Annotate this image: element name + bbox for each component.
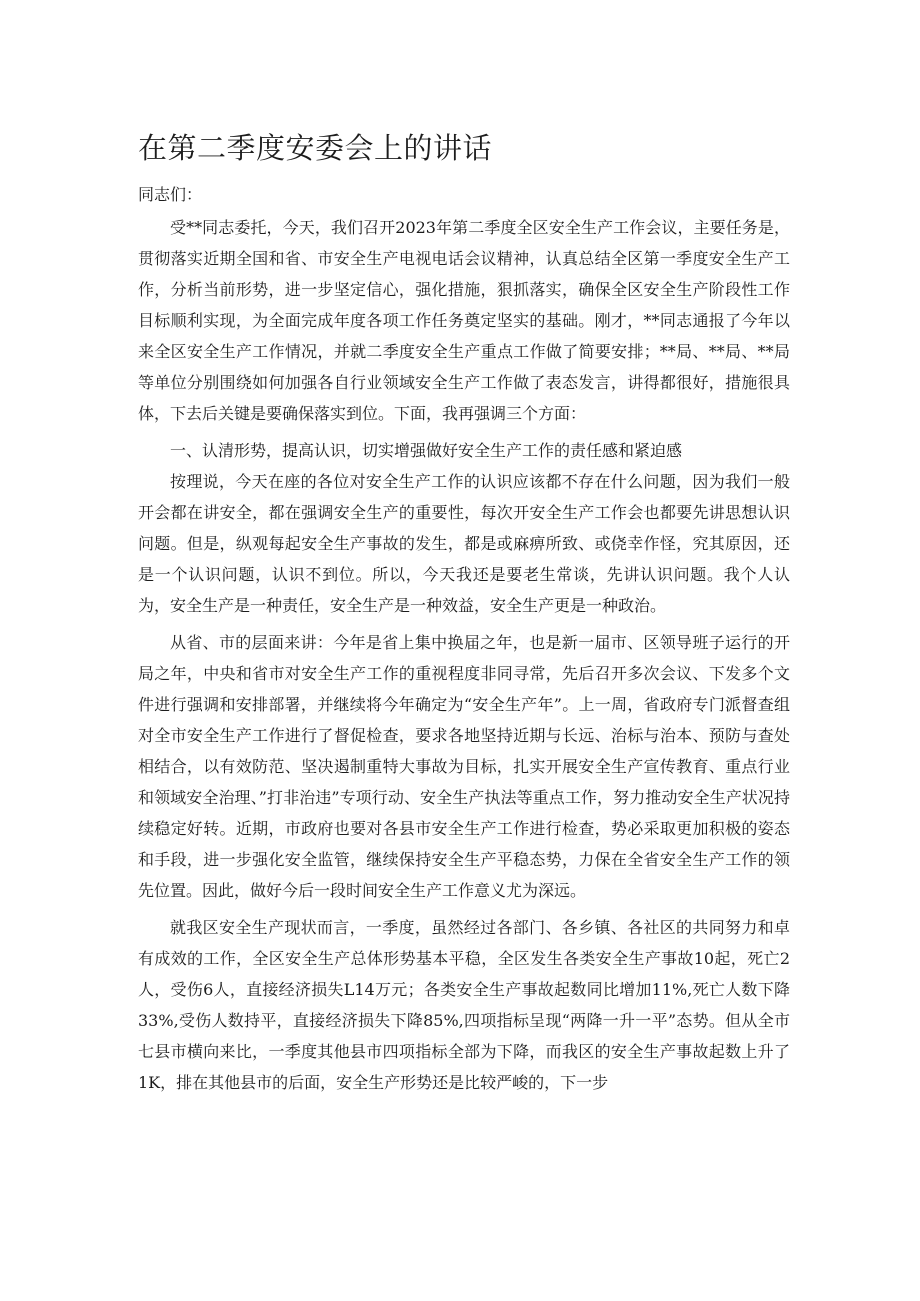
- paragraph-awareness: 按理说，今天在座的各位对安全生产工作的认识应该都不存在什么问题，因为我们一般开会都在讲安全，都在强调安全生产的重要性，每次开安全生产工作会也都要先讲思想认识问题。但是，纵观每起安全生产事故的发生，都是或麻痹所致、或侥幸作怪，究其原因，还是一个认识问题，认识不到位。所以，今天我还是要老生常谈，先讲认识问题。我个人认为，安全生产是一种责任，安全生产是一种效益，安全生产更是一种政治。: [138, 472, 790, 615]
- paragraph-intro: 受**同志委托，今天，我们召开2023年第二季度全区安全生产工作会议，主要任务是，贯彻落实近期全国和省、市安全生产电视电话会议精神，认真总结全区第一季度安全生产工作，分析当前形势，进一步坚定信心，强化措施，狠抓落实，确保全区安全生产阶段性工作目标顺利实现，为全面完成年度各项工作任务奠定坚实的基础。刚才，**同志通报了今年以来全区安全生产工作情况，并就二季度安全生产重点工作做了简要安排；**局、**局、**局等单位分别围绕如何加强各自行业领域安全生产工作做了表态发言，讲得都很好，措施很具体，下去后关键是要确保落实到位。下面，我再强调三个方面：: [138, 218, 790, 423]
- paragraph-province-city: 从省、市的层面来讲：今年是省上集中换届之年，也是新一届市、区领导班子运行的开局之年，中央和省市对安全生产工作的重视程度非同寻常，先后召开多次会议、下发多个文件进行强调和安排部署，并继续将今年确定为“安全生产年”。上一周，省政府专门派督查组对全市安全生产工作进行了督促检查，要求各地坚持近期与长远、治标与治本、预防与查处相结合，以有效防范、坚决遏制重特大事故为目标，扎实开展安全生产宣传教育、重点行业和领域安全治理、”打非治违”专项行动、安全生产执法等重点工作，努力推动安全生产状况持续稳定好转。近期，市政府也要对各县市安全生产工作进行检查，势必采取更加积极的姿态和手段，进一步强化安全监管，继续保持安全生产平稳态势，力保在全省安全生产工作的领先位置。因此，做好今后一段时间安全生产工作意义尤为深远。: [138, 633, 790, 900]
- section-heading-1: 一、认清形势，提高认识，切实增强做好安全生产工作的责任感和紧迫感: [170, 441, 683, 460]
- paragraph-district-status: 就我区安全生产现状而言，一季度，虽然经过各部门、各乡镇、各社区的共同努力和卓有成效的工作，全区安全生产总体形势基本平稳，全区发生各类安全生产事故10起，死亡2人，受伤6人，直接经济损失L14万元；各类安全生产事故起数同比增加11%,死亡人数下降33%,受伤人数持平，直接经济损失下降85%,四项指标呈现“两降一升一平”态势。但从全市七县市横向来比，一季度其他县市四项指标全部为下降，而我区的安全生产事故起数上升了1K，排在其他县市的后面，安全生产形势还是比较严峻的，下一步: [138, 918, 790, 1092]
- document-page: [138, 126, 790, 1104]
- salutation: 同志们：: [138, 185, 203, 204]
- document-title: 在第二季度安委会上的讲话: [138, 131, 493, 165]
